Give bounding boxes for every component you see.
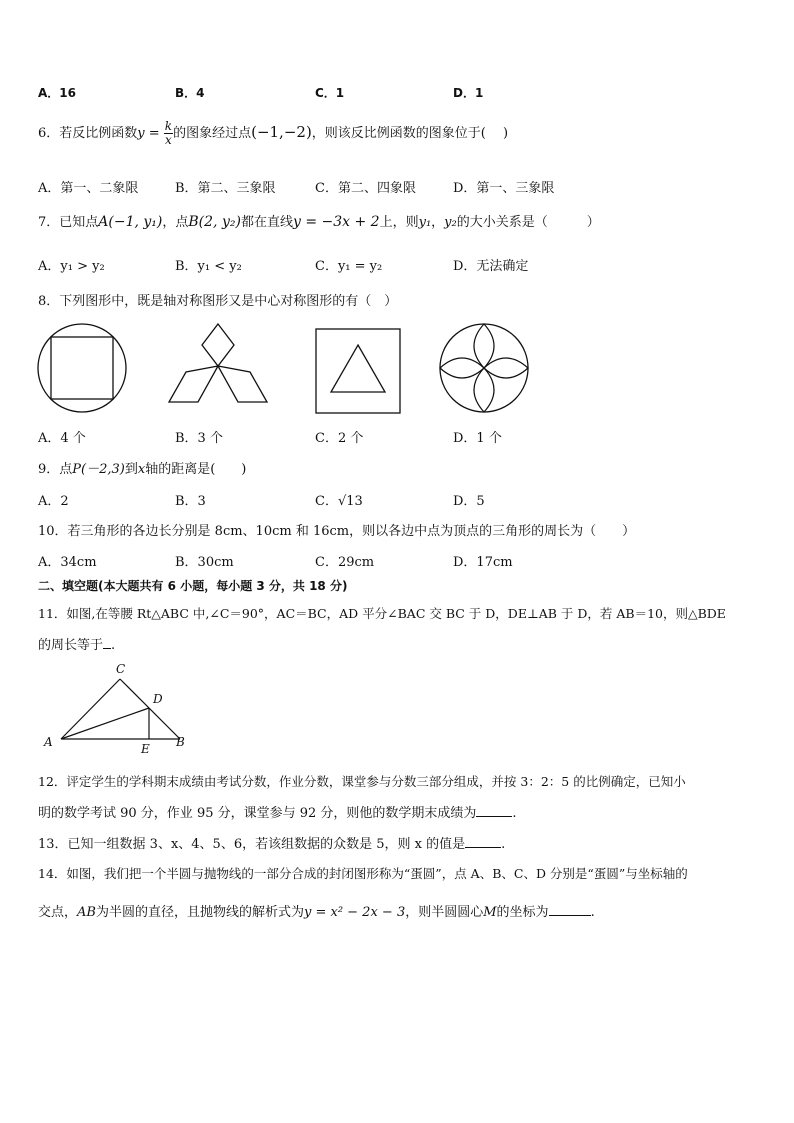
- q7-line-eq: y = −3x + 2: [292, 214, 380, 230]
- q11-label-a: A: [44, 735, 53, 749]
- q11-label-c: C: [116, 662, 126, 676]
- q6-point: (−1,−2): [251, 123, 312, 141]
- q14-m: M: [483, 905, 497, 920]
- question-11-line2: [38, 634, 115, 653]
- q6-middle: 的图象经过点: [173, 126, 252, 141]
- q13-text: 13．已知一组数据 3、x、4、5、6，若该组数据的众数是 5，则 x 的值是: [38, 837, 466, 852]
- q6-option-c: C．第二、四象限: [315, 181, 416, 196]
- q12-line2-text: 明的数学考试 90 分，作业 95 分，课堂参与 92 分，则他的数学期末成绩为: [38, 806, 477, 821]
- q7-text-d: 上，则: [379, 215, 419, 230]
- q5-option-c: C．1: [315, 86, 345, 100]
- q7-y1: y₁: [418, 215, 432, 230]
- q14-answer-blank: [549, 915, 591, 916]
- q7-point-b: B(2, y₂): [188, 214, 241, 230]
- section-2-heading: 二、填空题(本大题共有 6 小题，每小题 3 分，共 18 分): [38, 579, 348, 593]
- q8-option-d: D．1 个: [453, 431, 502, 446]
- q7-y2: y₂: [444, 215, 457, 230]
- q11-line2-text: 的周长等于: [38, 638, 104, 653]
- q14-text-b: 为半圆的直径，且抛物线的解析式为: [95, 905, 304, 920]
- q9-option-a: A．2: [38, 494, 69, 509]
- q14-text-d: 的坐标为: [496, 905, 549, 920]
- q9-option-d: D．5: [453, 494, 485, 509]
- question-13: [38, 833, 505, 852]
- q5-option-d: D．1: [453, 86, 484, 100]
- q11-label-e: E: [141, 742, 150, 756]
- question-10: 10．若三角形的各边长分别是 8cm、10cm 和 16cm，则以各边中点为顶点的三角形的周长为（ ）: [38, 524, 636, 539]
- q7-option-a: A．y₁ > y₂: [38, 259, 105, 274]
- q13-end: .: [501, 837, 506, 852]
- q14-end: .: [590, 905, 595, 920]
- q13-answer-blank: [465, 847, 501, 848]
- q9-text-a: 9．点: [38, 462, 73, 477]
- q9-option-c: C．√13: [315, 494, 363, 509]
- q7-text-b: ，点: [162, 215, 189, 230]
- q14-parabola: y = x² − 2x − 3: [303, 905, 406, 920]
- q6-frac-num: k: [164, 119, 173, 133]
- q8-figure-circle-square: [36, 322, 128, 414]
- q7-option-d: D．无法确定: [453, 259, 529, 274]
- question-14-line1: 14．如图，我们把一个半圆与抛物线的一部分合成的封闭图形称为“蛋圆”，点 A、B、C、D 分别是“蛋圆”与坐标轴的: [38, 866, 688, 881]
- q11-label-b: B: [176, 735, 185, 749]
- question-8: 8．下列图形中，既是轴对称图形又是中心对称图形的有（ ）: [38, 294, 398, 309]
- q6-suffix: ，则该反比例函数的图象位于( ): [311, 126, 509, 141]
- q6-option-d: D．第一、三象限: [453, 181, 555, 196]
- q9-text-b: 到: [124, 462, 138, 477]
- question-12-line2: [38, 802, 517, 821]
- q6-fn-lhs: y =: [137, 126, 160, 141]
- q8-option-a: A．4 个: [38, 431, 86, 446]
- q10-option-a: A．34cm: [38, 555, 97, 570]
- q7-text-e: 的大小关系是（ ）: [456, 215, 600, 230]
- q7-option-c: C．y₁ = y₂: [315, 259, 383, 274]
- q10-option-b: B．30cm: [175, 555, 234, 570]
- q8-figure-square-triangle: [315, 328, 401, 414]
- q9-text-c: 轴的距离是( ): [145, 462, 247, 477]
- q10-option-c: C．29cm: [315, 555, 375, 570]
- question-11-line1: 11．如图,在等腰 Rt△ABC 中,∠C＝90°，AC＝BC，AD 平分∠BAC 交 BC 于 D，DE⊥AB 于 D，若 AB＝10，则△BDE: [38, 606, 726, 621]
- q7-text-c: 都在直线: [240, 215, 293, 230]
- q7-point-a: A(−1, y₁): [98, 214, 163, 230]
- q11-line2-end: .: [111, 638, 116, 653]
- q7-sep: ，: [431, 215, 445, 230]
- q11-answer-blank: [103, 648, 111, 649]
- q12-answer-blank: [476, 816, 512, 817]
- q6-option-b: B．第二、三象限: [175, 181, 276, 196]
- q11-label-d: D: [153, 692, 163, 706]
- q14-ab: AB: [77, 905, 96, 920]
- q14-text-a: 交点，: [38, 905, 78, 920]
- q6-frac-den: x: [165, 133, 172, 147]
- question-12-line1: 12．评定学生的学科期末成绩由考试分数，作业分数，课堂参与分数三部分组成，并按 3：2：5 的比例确定，已知小: [38, 774, 686, 789]
- q6-option-a: A．第一、二象限: [38, 181, 139, 196]
- question-14-line2: [38, 901, 595, 920]
- q7-text-a: 7．已知点: [38, 215, 99, 230]
- q14-text-c: ，则半圆圆心: [405, 905, 484, 920]
- q8-figure-three-rhombi: [168, 324, 268, 404]
- q10-option-d: D．17cm: [453, 555, 513, 570]
- q5-option-a: A．16: [38, 86, 76, 100]
- q7-option-b: B．y₁ < y₂: [175, 259, 242, 274]
- q9-axis: x: [137, 462, 146, 477]
- q12-line2-end: .: [512, 806, 517, 821]
- question-6: [38, 120, 508, 147]
- q5-option-b: B．4: [175, 86, 205, 100]
- q8-option-c: C．2 个: [315, 431, 364, 446]
- q8-figure-circle-petals: [438, 322, 530, 414]
- q9-option-b: B．3: [175, 494, 206, 509]
- question-9: [38, 458, 246, 477]
- question-7: [38, 211, 600, 230]
- q6-prefix: 6．若反比例函数: [38, 126, 138, 141]
- q6-fraction: [164, 120, 173, 147]
- q9-point: P(－2,3): [72, 462, 125, 477]
- q8-option-b: B．3 个: [175, 431, 223, 446]
